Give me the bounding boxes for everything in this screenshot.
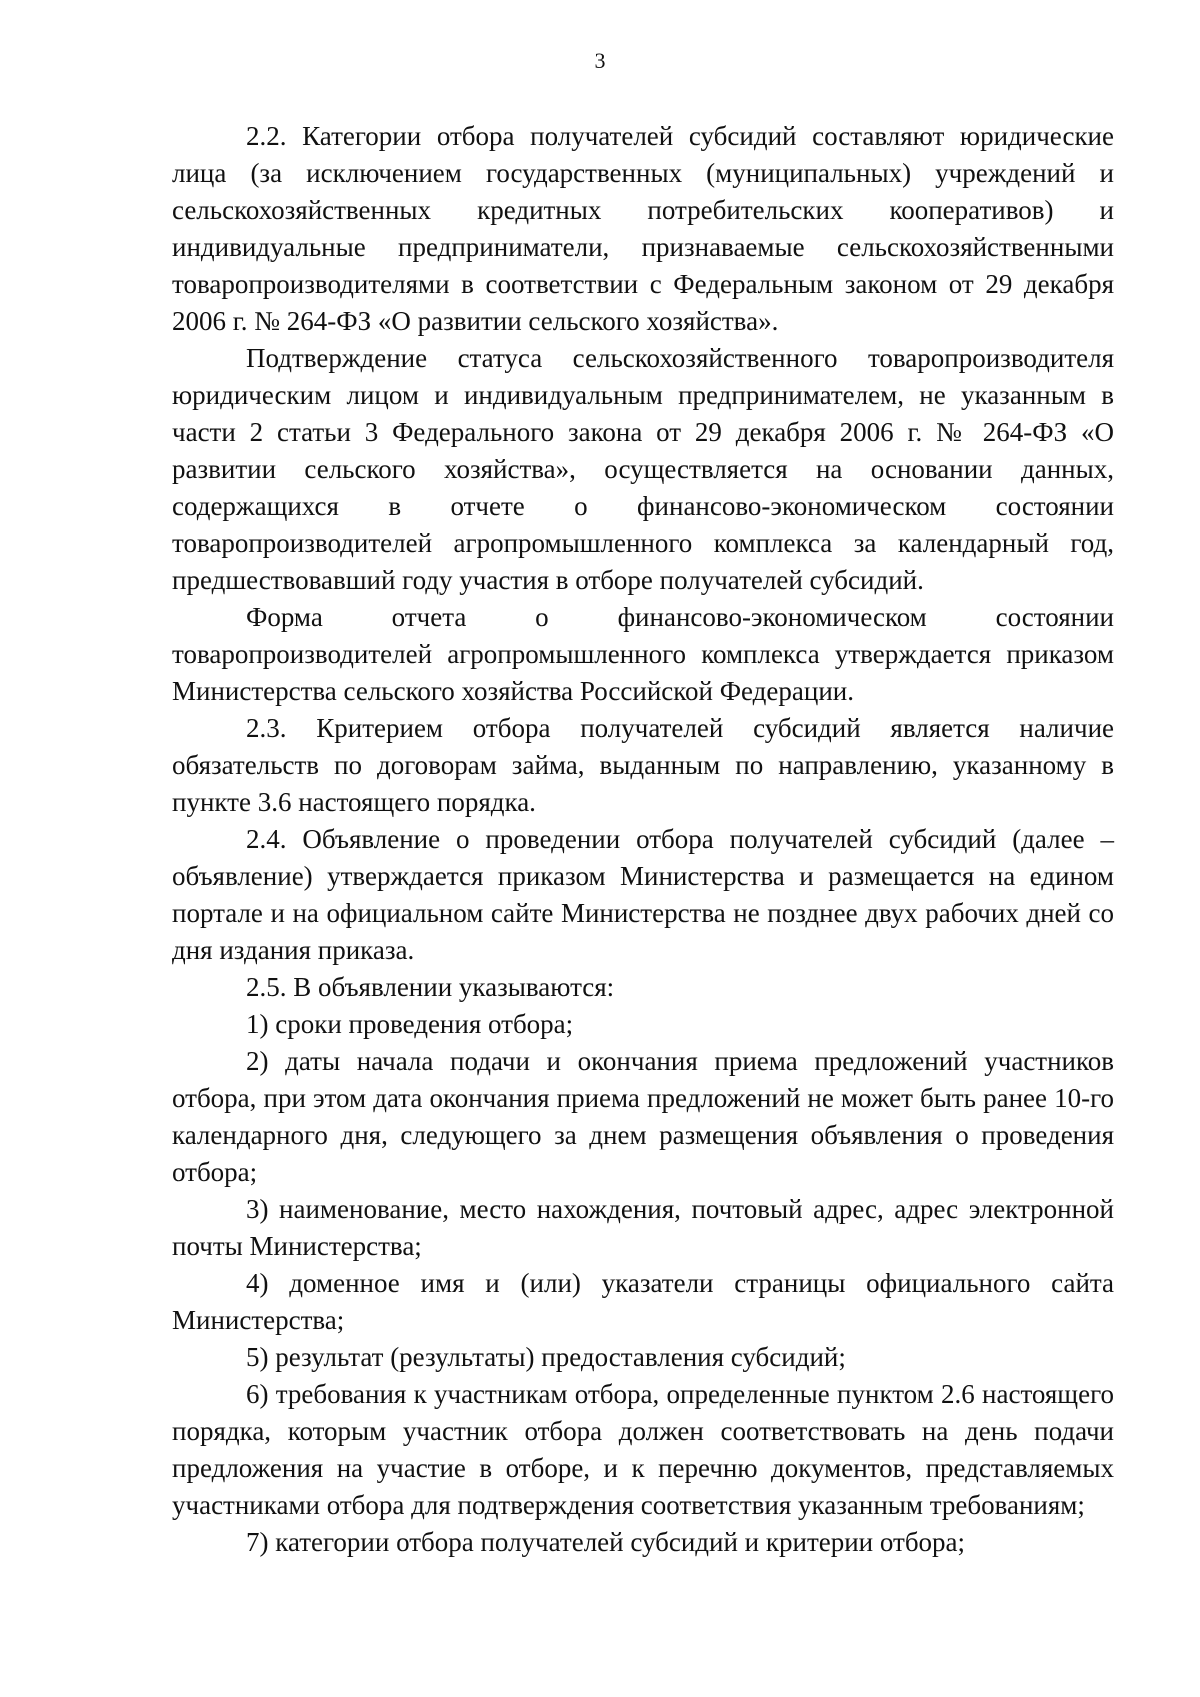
list-item-2-dates: 2) даты начала подачи и окончания приема предложений участников отбора, при этом дата окончания приема предложений не может быть ранее 10-го календарного дня, следующего за днем размещения объявления о проведения отбора; <box>172 1046 1114 1187</box>
paragraph-2-3-criterion: 2.3. Критерием отбора получателей субсидий является наличие обязательств по договорам займа, выданным по направлению, указанному в пункте 3.6 настоящего порядка. <box>172 713 1114 817</box>
document-body <box>172 118 1114 1561</box>
list-item-4-domain: 4) доменное имя и (или) указатели страницы официального сайта Министерства; <box>172 1268 1114 1335</box>
list-item-6-requirements: 6) требования к участникам отбора, определенные пунктом 2.6 настоящего порядка, которым участник отбора должен соответствовать на день подачи предложения на участие в отборе, и к перечню документов, представляемых участниками отбора для подтверждения соответствия указанным требованиям; <box>172 1379 1114 1520</box>
paragraph-2-2-categories: 2.2. Категории отбора получателей субсидий составляют юридические лица (за исключением государственных (муниципальных) учреждений и сельскохозяйственных кредитных потребительских кооперативов) и индивидуальные предприниматели, признаваемые сельскохозяйственными товаропроизводителями в соответствии с Федеральным законом от 29 декабря 2006 г. № 264-ФЗ «О развитии сельского хозяйства». <box>172 121 1114 336</box>
paragraph-report-form: Форма отчета о финансово-экономическом состоянии товаропроизводителей агропромышленного комплекса утверждается приказом Министерства сельского хозяйства Российской Федерации. <box>172 602 1114 706</box>
list-item-1-terms: 1) сроки проведения отбора; <box>246 1009 574 1039</box>
paragraph-2-5-announcement-contents: 2.5. В объявлении указываются: <box>246 972 615 1002</box>
paragraph-2-4-announcement: 2.4. Объявление о проведении отбора получателей субсидий (далее – объявление) утверждается приказом Министерства и размещается на едином портале и на официальном сайте Министерства не позднее двух рабочих дней со дня издания приказа. <box>172 824 1114 965</box>
list-item-7-categories: 7) категории отбора получателей субсидий и критерии отбора; <box>246 1527 966 1557</box>
paragraph-status-confirmation: Подтверждение статуса сельскохозяйственного товаропроизводителя юридическим лицом и индивидуальным предпринимателем, не указанным в части 2 статьи 3 Федерального закона от 29 декабря 2006 г. № 264-ФЗ «О развитии сельского хозяйства», осуществляется на основании данных, содержащихся в отчете о финансово-экономическом состоянии товаропроизводителей агропромышленного комплекса за календарный год, предшествовавший году участия в отборе получателей субсидий. <box>172 343 1114 595</box>
list-item-3-contacts: 3) наименование, место нахождения, почтовый адрес, адрес электронной почты Министерства; <box>172 1194 1114 1261</box>
list-item-5-result: 5) результат (результаты) предоставления субсидий; <box>246 1342 846 1372</box>
page-number: 3 <box>594 48 606 73</box>
